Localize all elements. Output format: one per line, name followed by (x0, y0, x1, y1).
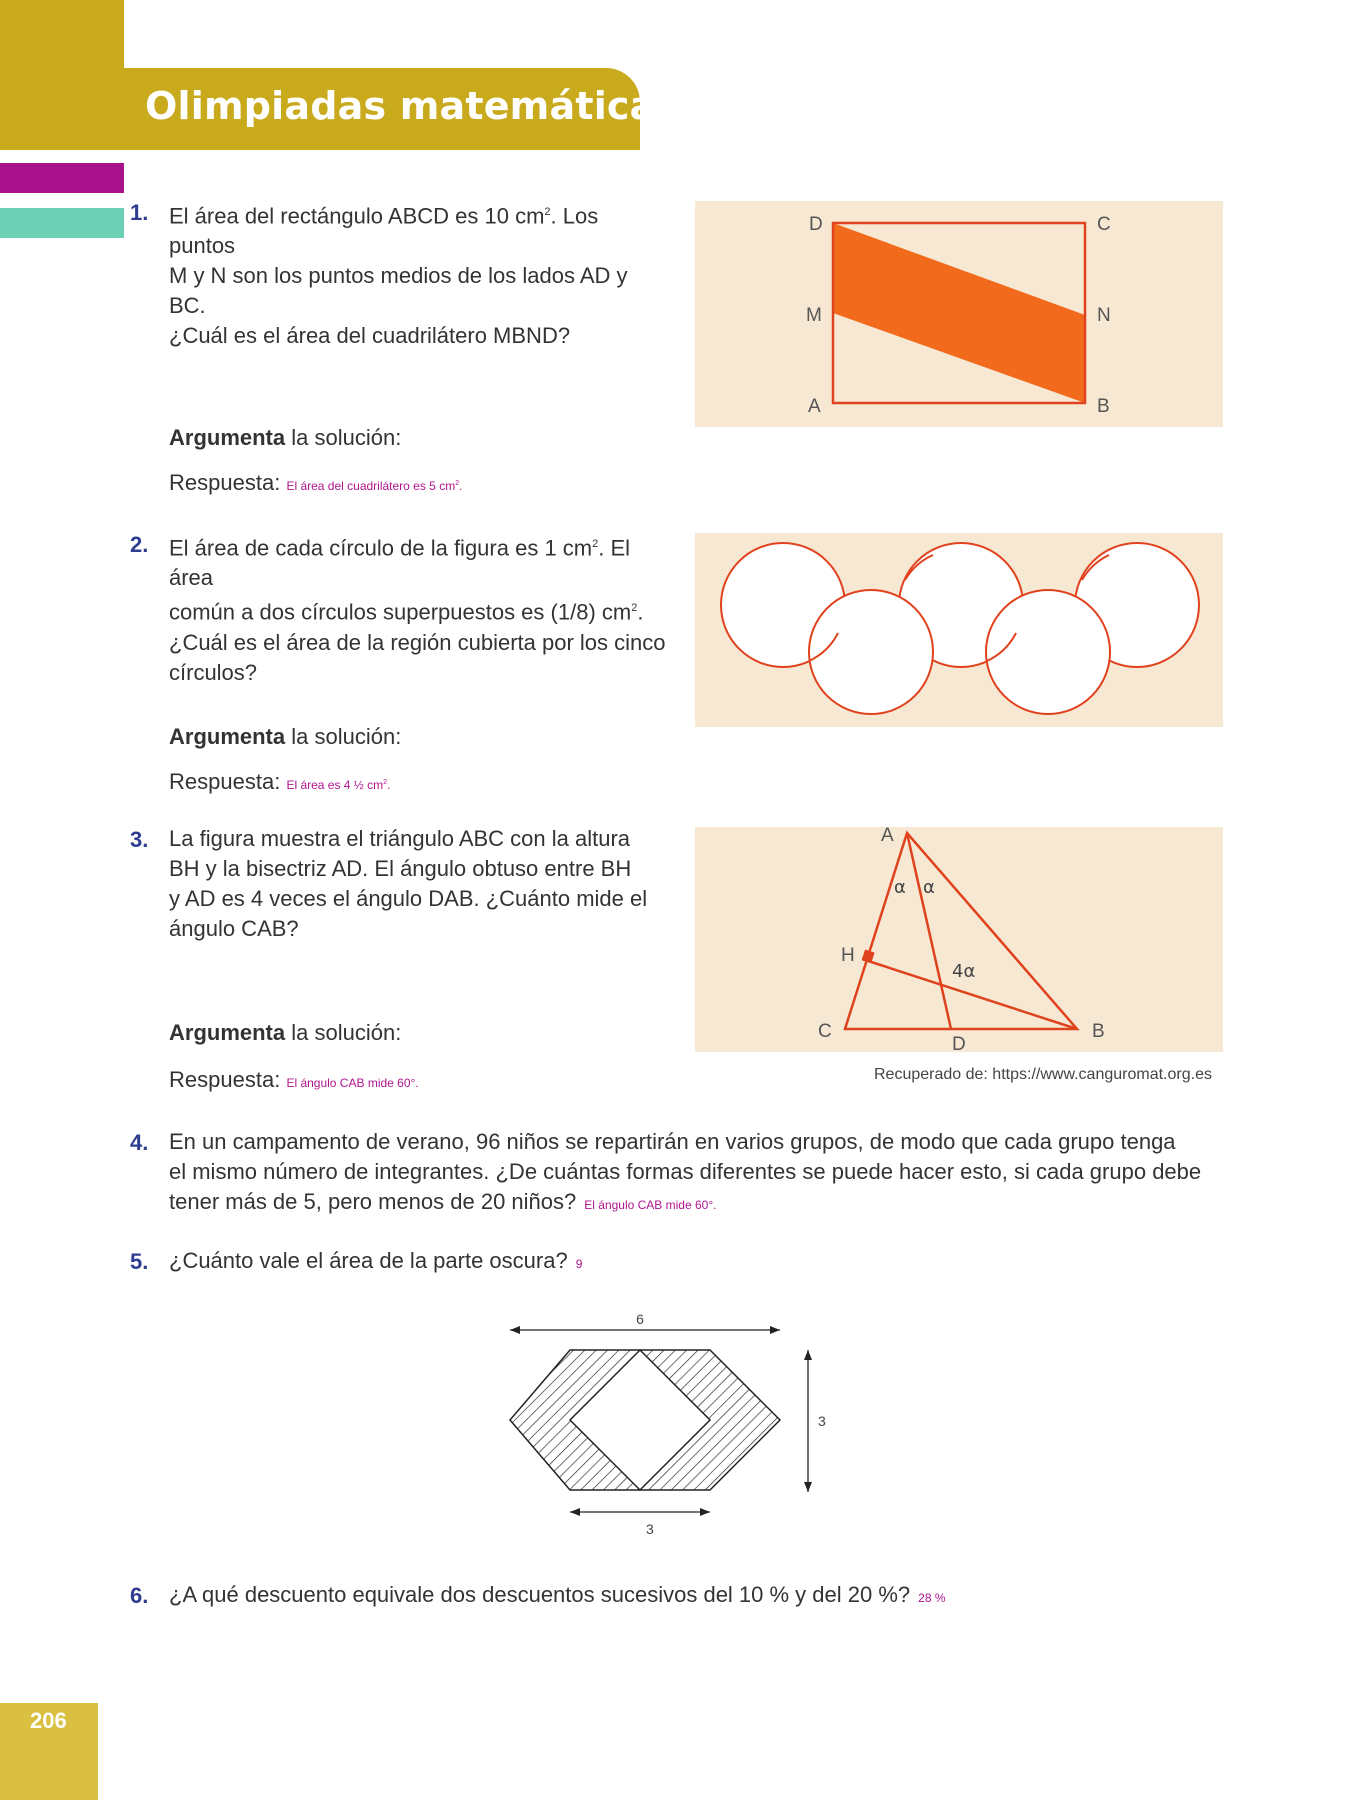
q1-line1b: . Los puntos (169, 203, 599, 259)
q1-argumenta (169, 425, 401, 451)
q1-figure (695, 201, 1223, 427)
q2-line1a: El área de cada círculo de la figura es 1 cm (169, 535, 593, 561)
q4-answer: El ángulo CAB mide 60°. (584, 1198, 717, 1212)
header-gold-strip (0, 0, 124, 150)
q1-respuesta-colon: : (274, 470, 281, 495)
q5-text: ¿Cuánto vale el área de la parte oscura? (169, 1248, 568, 1273)
q3-triangle-diagram (695, 827, 1223, 1052)
q3-line2: BH y la bisectriz AD. El ángulo obtuso entre BH (169, 856, 632, 881)
q2-sup1: 2 (592, 538, 599, 550)
q3-line3: y AD es 4 veces el ángulo DAB. ¿Cuánto mide el (169, 886, 648, 911)
source-credit: Recuperado de: https://www.canguromat.org.es (874, 1066, 1212, 1083)
q1-respuesta (169, 470, 462, 496)
q5-hexagon-diagram (500, 1310, 830, 1540)
q2-answer (286, 778, 390, 792)
q4-number: 4. (130, 1130, 149, 1155)
q2-figure (695, 533, 1223, 727)
q2-answer-end: . (387, 778, 391, 792)
q5-figure (500, 1310, 830, 1540)
page-title: Olimpiadas matemáticas (145, 84, 679, 128)
q1-argumenta-bold: Argumenta (169, 425, 286, 450)
q2-circle-4 (986, 590, 1110, 714)
q3-label-alpha2: α (923, 877, 935, 898)
q2-number: 2. (130, 532, 149, 557)
q1-label-d: D (809, 214, 823, 235)
q3-label-d: D (952, 1034, 966, 1052)
q2-text (169, 529, 669, 688)
q3-figure (695, 827, 1223, 1052)
q3-label-4alpha: 4α (952, 961, 976, 982)
q2-argumenta-rest: la solución: (285, 724, 402, 749)
q3-respuesta-colon: : (274, 1067, 281, 1092)
q5-dim-top: 6 (636, 1311, 644, 1327)
q2-answer-text: El área es 4 ½ cm (286, 778, 384, 792)
q1-text (169, 197, 669, 351)
q1-label-c: C (1097, 214, 1111, 235)
q2-respuesta-colon: : (274, 769, 281, 794)
q2-respuesta-label: Respuesta (169, 769, 275, 794)
q2-line2a: común a dos círculos superpuestos es (1/8) cm (169, 599, 632, 625)
q2-line2b: . (637, 599, 644, 625)
q4-line3: tener más de 5, pero menos de 20 niños? (169, 1189, 577, 1214)
q6-answer: 28 % (918, 1591, 946, 1605)
q1-answer-end: . (459, 479, 463, 493)
q2-line3: ¿Cuál es el área de la región cubierta por los cinco (169, 629, 666, 655)
q2-line4: círculos? (169, 659, 258, 685)
q1-answer-text: El área del cuadrilátero es 5 cm (286, 479, 456, 493)
q5-answer: 9 (575, 1257, 583, 1271)
q2-circles-diagram (695, 533, 1223, 727)
q2-answer-sup: 2 (383, 779, 388, 786)
q3-argumenta-bold: Argumenta (169, 1020, 286, 1045)
teal-tab (0, 208, 124, 238)
q5-text-row (169, 1246, 582, 1279)
q1-label-a: A (808, 396, 821, 417)
q3-number: 3. (130, 827, 149, 852)
q4-text (169, 1127, 1224, 1220)
q2-respuesta (169, 769, 390, 795)
q6-number: 6. (130, 1583, 149, 1608)
q4-line1: En un campamento de verano, 96 niños se repartirán en varios grupos, de modo que cada grupo tenga (169, 1129, 1176, 1154)
q3-line1: La figura muestra el triángulo ABC con la altura (169, 826, 631, 851)
q3-label-c: C (818, 1021, 832, 1042)
q5-dim-right: 3 (818, 1413, 826, 1429)
q6-text: ¿A qué descuento equivale dos descuentos sucesivos del 10 % y del 20 %? (169, 1582, 911, 1607)
magenta-tab (0, 163, 124, 193)
q1-shaded-quadrilateral (833, 223, 1085, 403)
q3-triangle (845, 833, 1077, 1029)
q3-label-a: A (881, 827, 894, 846)
q1-number: 1. (130, 200, 149, 225)
q1-line3: ¿Cuál es el área del cuadrilátero MBND? (169, 323, 571, 349)
q5-number: 5. (130, 1249, 149, 1274)
q1-rectangle-diagram (695, 201, 1223, 427)
q1-label-m: M (806, 305, 822, 326)
q1-line1a: El área del rectángulo ABCD es 10 cm (169, 203, 545, 229)
q1-answer-sup: 2 (455, 480, 460, 487)
q3-line4: ángulo CAB? (169, 916, 299, 941)
q5-dim-bottom: 3 (646, 1521, 654, 1537)
page-number: 206 (30, 1708, 67, 1733)
q3-respuesta-label: Respuesta (169, 1067, 275, 1092)
q2-argumenta (169, 724, 401, 750)
q2-sup2: 2 (631, 602, 638, 615)
q1-line2: M y N son los puntos medios de los lados AD y BC. (169, 263, 628, 319)
q3-respuesta (169, 1067, 419, 1093)
q1-respuesta-label: Respuesta (169, 470, 275, 495)
q3-bisector-ad (907, 833, 951, 1029)
q3-label-alpha1: α (894, 877, 906, 898)
q2-argumenta-bold: Argumenta (169, 724, 286, 749)
q4-line2: el mismo número de integrantes. ¿De cuántas formas diferentes se puede hacer esto, si cada grupo debe (169, 1159, 1202, 1184)
q1-label-n: N (1097, 305, 1111, 326)
q3-text (169, 824, 669, 944)
q3-answer: El ángulo CAB mide 60°. (286, 1076, 419, 1090)
q2-circle-2 (809, 590, 933, 714)
q1-sup: 2 (544, 206, 551, 218)
q1-argumenta-rest: la solución: (285, 425, 402, 450)
q2-line1b: . El área (169, 535, 631, 591)
q3-argumenta (169, 1020, 401, 1046)
q1-answer (286, 479, 462, 493)
q3-label-b: B (1092, 1021, 1105, 1042)
q1-label-b: B (1097, 396, 1110, 417)
q3-label-h: H (841, 945, 855, 966)
q6-text-row (169, 1580, 946, 1613)
q3-argumenta-rest: la solución: (285, 1020, 402, 1045)
